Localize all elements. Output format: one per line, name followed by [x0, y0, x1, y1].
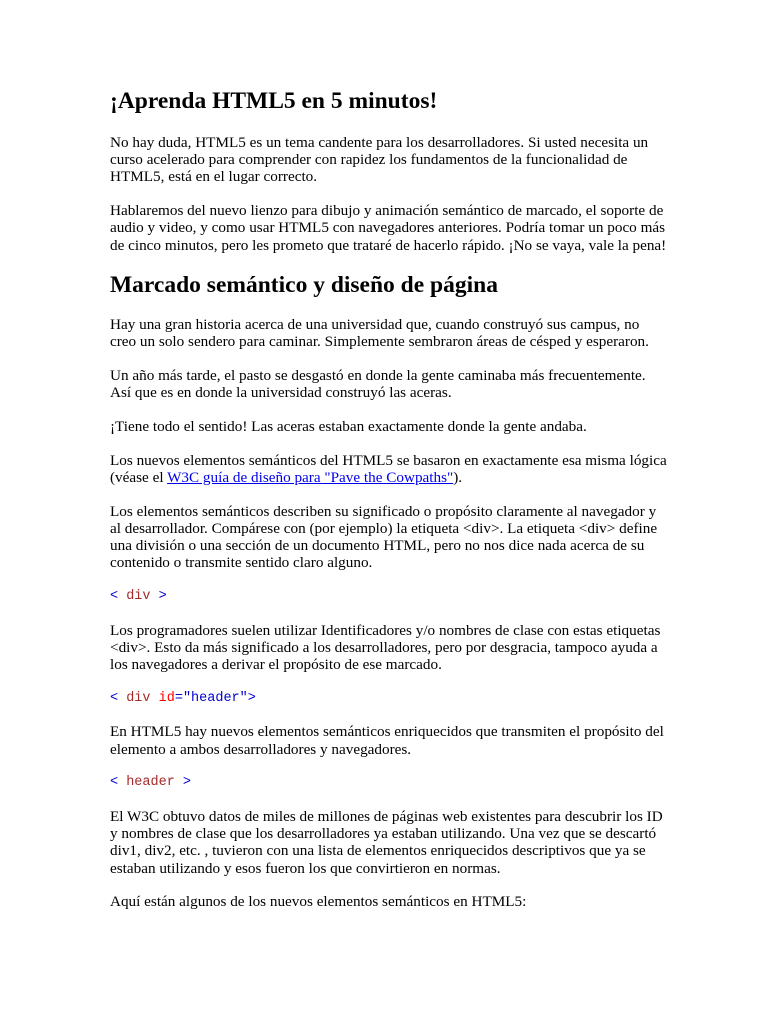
w3c-cowpaths-link[interactable]: W3C guía de diseño para "Pave the Cowpaths": [167, 468, 454, 486]
code-open-bracket: <: [110, 588, 127, 604]
code-close-bracket: >: [150, 588, 167, 604]
code-close-bracket: >: [247, 690, 256, 706]
html5-paragraph: En HTML5 hay nuevos elementos semánticos enriquecidos que transmiten el propósito del elemento a ambos desarrolladores y navegadores.: [110, 723, 664, 758]
logic-paragraph: [110, 452, 668, 486]
intro-paragraph-2: Hablaremos del nuevo lienzo para dibujo y animación semántico de marcado, el soporte de audio y video, y como usar HTML5 con navegadores anteriores. Podría tomar un poco más de cinco minutos, pero les prometo que trataré de hacerlo rápido. ¡No se vaya, vale la pena!: [110, 202, 667, 254]
year-paragraph: Un año más tarde, el pasto se desgastó en donde la gente caminaba más frecuentemente. Así que es en donde la universidad construyó las aceras.: [110, 367, 646, 402]
code-open-bracket: <: [110, 775, 127, 791]
code-close-bracket: >: [174, 775, 192, 791]
section-heading: Marcado semántico y diseño de página: [110, 272, 498, 299]
logic-text-after: ).: [453, 468, 463, 486]
code-attribute-name: id: [158, 690, 175, 706]
intro-paragraph-1: No hay duda, HTML5 es un tema candente para los desarrolladores. Si usted necesita un curso acelerado para comprender con rapidez los fundamentos de la funcionalidad de HTML5, está en el lugar correcto.: [110, 134, 649, 186]
code-tag-name: div: [126, 588, 151, 604]
programmers-paragraph: Los programadores suelen utilizar Identificadores y/o nombres de clase con estas etiquetas <div>. Esto da más significado a los desarrolladores, pero por desgracia, tampoco ayuda a los navegadores a derivar el propósito de ese marcado.: [110, 621, 661, 674]
code-sample-div-id-header: [110, 690, 668, 707]
semantic-paragraph: Los elementos semánticos describen su significado o propósito claramente al navegador y al desarrollador. Compárese con (por ejemplo) la etiqueta <div>. La etiqueta <div> define una división o una sección de un documento HTML, pero no nos dice nada acerca de su contenido o transmite sentido claro alguno.: [110, 502, 658, 572]
code-space: [151, 691, 159, 706]
page-title: ¡Aprenda HTML5 en 5 minutos!: [110, 88, 438, 114]
logic-text-before: Los nuevos elementos semánticos del HTML5 se basaron en exactamente esa misma lógica (véase el: [110, 451, 667, 486]
code-sample-header: [110, 774, 668, 791]
w3c-paragraph: El W3C obtuvo datos de miles de millones de páginas web existentes para descubrir los ID y nombres de clase que los desarrolladores ya estaban utilizando. Una vez que se descartó div1, div2, etc. , tuvieron con una lista de elementos enriquecidos descriptivos que ya se estaban utilizando y esos fueron los que convirtieron en normas.: [110, 808, 663, 877]
code-equals: =: [174, 690, 183, 706]
code-tag-name: header: [126, 775, 175, 791]
code-attribute-value: "header": [182, 690, 248, 706]
code-tag-name: div: [126, 690, 151, 706]
code-open-bracket: <: [110, 690, 127, 706]
sense-paragraph: ¡Tiene todo el sentido! Las aceras estaban exactamente donde la gente andaba.: [110, 418, 587, 436]
code-sample-div: [110, 588, 668, 605]
list-intro-paragraph: Aquí están algunos de los nuevos elementos semánticos en HTML5:: [110, 893, 527, 911]
story-paragraph: Hay una gran historia acerca de una universidad que, cuando construyó sus campus, no creo un solo sendero para caminar. Simplemente sembraron áreas de césped y esperaron.: [110, 316, 649, 351]
